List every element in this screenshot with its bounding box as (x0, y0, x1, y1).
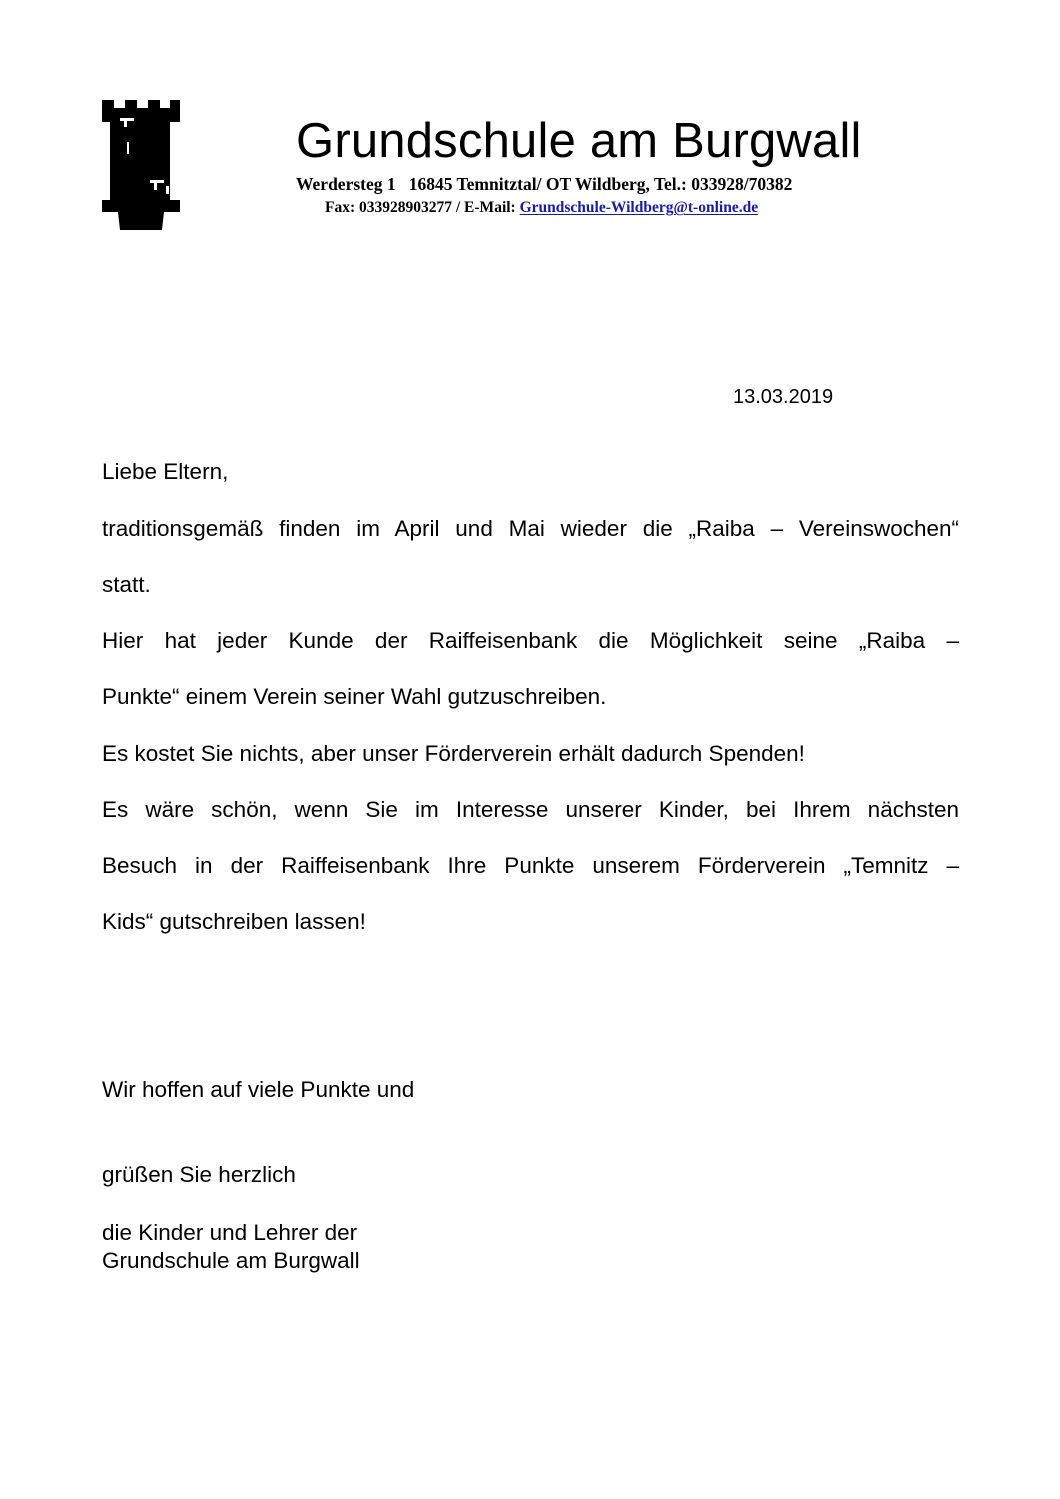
letter-date: 13.03.2019 (733, 386, 834, 408)
closing-line: Wir hoffen auf viele Punkte und (102, 1077, 415, 1102)
signature-school: Grundschule am Burgwall (102, 1248, 360, 1273)
signature-line: die Kinder und Lehrer der (102, 1220, 358, 1245)
salutation: Liebe Eltern, (102, 459, 229, 484)
closing-greeting: grüßen Sie herzlich (102, 1162, 296, 1187)
paragraph-line: Es kostet Sie nichts, aber unser Förderverein erhält dadurch Spenden! (102, 741, 805, 766)
paragraph-line: traditionsgemäß finden im April und Mai wieder die „Raiba – Vereinswochen“ (102, 516, 959, 541)
paragraph-line: Punkte“ einem Verein seiner Wahl gutzuschreiben. (102, 684, 607, 709)
email-link[interactable]: Grundschule-Wildberg@t-online.de (519, 199, 759, 216)
paragraph-line: statt. (102, 572, 151, 597)
paragraph-line: Besuch in der Raiffeisenbank Ihre Punkte unserem Förderverein „Temnitz – (102, 853, 959, 878)
paragraph-line: Es wäre schön, wenn Sie im Interesse unserer Kinder, bei Ihrem nächsten (102, 797, 959, 822)
castle-tower-icon (100, 100, 180, 230)
address-line: Werdersteg 1 16845 Temnitztal/ OT Wildberg, Tel.: 033928/70382 (296, 174, 793, 194)
contact-line (325, 198, 758, 218)
paragraph-line: Kids“ gutschreiben lassen! (102, 909, 366, 934)
school-name: Grundschule am Burgwall (296, 114, 862, 168)
paragraph-line: Hier hat jeder Kunde der Raiffeisenbank die Möglichkeit seine „Raiba – (102, 628, 959, 653)
fax-label: Fax: 033928903277 / E-Mail: (325, 199, 520, 216)
